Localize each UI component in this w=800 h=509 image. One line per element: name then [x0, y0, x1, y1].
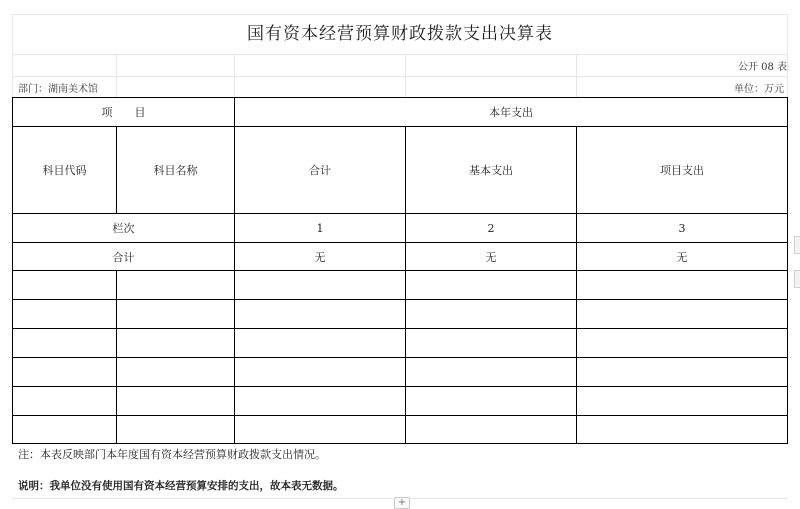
gridline: [405, 54, 406, 97]
table-cell[interactable]: [235, 387, 406, 416]
page-title: 国有资本经营预算财政拨款支出决算表: [247, 23, 553, 44]
column-index-label[interactable]: 栏次: [13, 214, 235, 243]
header-row-1: [13, 98, 788, 127]
total-row-cell[interactable]: 无: [406, 243, 577, 271]
table-cell[interactable]: [117, 387, 235, 416]
table-cell[interactable]: [13, 387, 117, 416]
side-resize-handle[interactable]: [794, 270, 800, 288]
table-cell[interactable]: [235, 300, 406, 329]
table-cell[interactable]: [13, 300, 117, 329]
unit-label: 单位：万元: [734, 84, 784, 95]
total-row-cell[interactable]: 无: [577, 243, 788, 271]
header-current-year[interactable]: 本年支出: [235, 98, 788, 127]
table-cell[interactable]: [577, 358, 788, 387]
column-index-row: [13, 214, 788, 243]
table-cell[interactable]: [13, 329, 117, 358]
header-project-expenditure[interactable]: 项目支出: [577, 127, 788, 214]
table-cell[interactable]: [117, 271, 235, 300]
table-cell[interactable]: [13, 358, 117, 387]
header-basic-expenditure[interactable]: 基本支出: [406, 127, 577, 214]
table-cell[interactable]: [406, 358, 577, 387]
table-explanation: 说明：我单位没有使用国有资本经营预算安排的支出，故本表无数据。: [18, 480, 344, 492]
table-row: [13, 416, 788, 444]
header-row-2: [13, 127, 788, 214]
table-cell[interactable]: [117, 300, 235, 329]
column-index-cell[interactable]: 2: [406, 214, 577, 243]
gridline: [576, 54, 577, 97]
gridline: [12, 76, 788, 77]
header-item-group[interactable]: 项 目: [13, 98, 235, 127]
form-number: 公开 08 表: [738, 62, 788, 73]
table-cell[interactable]: [13, 416, 117, 444]
table-note: 注：本表反映部门本年度国有资本经营预算财政拨款支出情况。: [18, 448, 326, 461]
table-cell[interactable]: [406, 271, 577, 300]
table-cell[interactable]: [235, 416, 406, 444]
table-cell[interactable]: [235, 271, 406, 300]
table-row: [13, 271, 788, 300]
gridline: [12, 54, 788, 55]
expenditure-table: [12, 97, 788, 444]
column-index-cell[interactable]: 1: [235, 214, 406, 243]
total-row-label[interactable]: 合计: [13, 243, 235, 271]
table-row: [13, 387, 788, 416]
department-label: 部门：湖南美术馆: [18, 84, 98, 95]
table-cell[interactable]: [235, 329, 406, 358]
table-cell[interactable]: [13, 271, 117, 300]
table-cell[interactable]: [577, 387, 788, 416]
header-subject-name[interactable]: 科目名称: [117, 127, 235, 214]
table-row: [13, 329, 788, 358]
table-cell[interactable]: [406, 416, 577, 444]
table-cell[interactable]: [406, 300, 577, 329]
table-row: [13, 358, 788, 387]
table-cell[interactable]: [117, 358, 235, 387]
gridline: [116, 54, 117, 97]
table-cell[interactable]: [577, 271, 788, 300]
side-resize-handle[interactable]: [794, 236, 800, 254]
table-cell[interactable]: [117, 416, 235, 444]
column-index-cell[interactable]: 3: [577, 214, 788, 243]
header-total[interactable]: 合计: [235, 127, 406, 214]
total-row-cell[interactable]: 无: [235, 243, 406, 271]
table-row: [13, 300, 788, 329]
table-cell[interactable]: [235, 358, 406, 387]
add-sheet-icon[interactable]: +: [394, 497, 410, 509]
table-cell[interactable]: [577, 416, 788, 444]
table-cell[interactable]: [406, 387, 577, 416]
header-subject-code[interactable]: 科目代码: [13, 127, 117, 214]
table-cell[interactable]: [577, 329, 788, 358]
table-cell[interactable]: [117, 329, 235, 358]
gridline: [234, 54, 235, 97]
table-cell[interactable]: [406, 329, 577, 358]
table-cell[interactable]: [577, 300, 788, 329]
total-row: [13, 243, 788, 271]
